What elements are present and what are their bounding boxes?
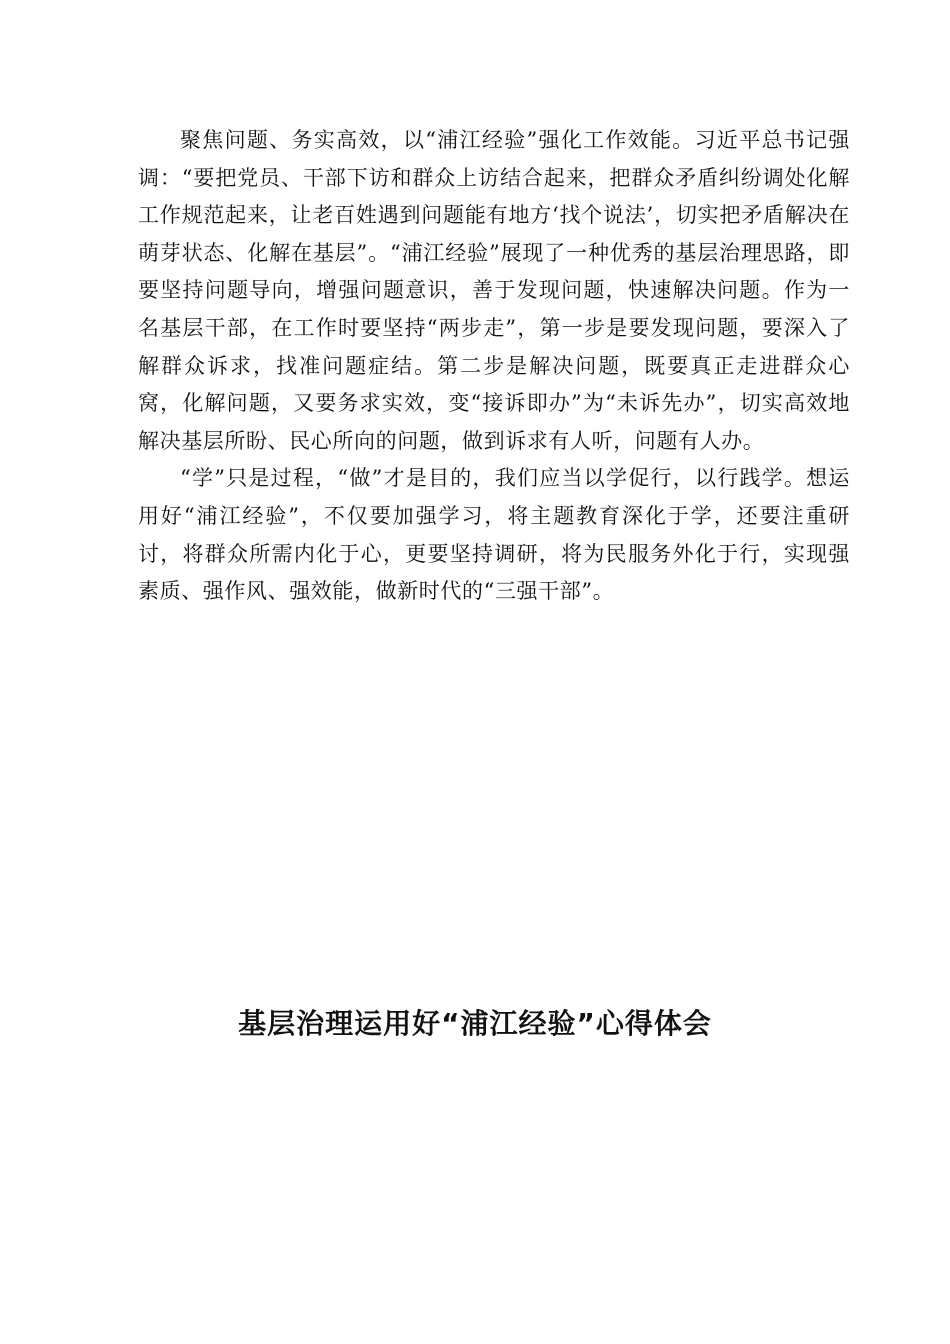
paragraph-2: “学”只是过程，“做”才是目的，我们应当以学促行，以行践学。想运用好“浦江经验”，不仅要加强学习，将主题教育深化于学，还要注重研讨，将群众所需内化于心，更要坚持调研，将为民服务外化于行，实现强素质、强作风、强效能，做新时代的“三强干部”。	[138, 466, 850, 604]
paragraph-1: 聚焦问题、务实高效，以“浦江经验”强化工作效能。习近平总书记强调：“要把党员、干部下访和群众上访结合起来，把群众矛盾纠纷调处化解工作规范起来，让老百姓遇到问题能有地方‘找个说法’，切实把矛盾解决在萌芽状态、化解在基层”。“浦江经验”展现了一种优秀的基层治理思路，即要坚持问题导向，增强问题意识，善于发现问题，快速解决问题。作为一名基层干部，在工作时要坚持“两步走”，第一步是要发现问题，要深入了解群众诉求，找准问题症结。第二步是解决问题，既要真正走进群众心窝，化解问题，又要务求实效，变“接诉即办”为“未诉先办”，切实高效地解决基层所盼、民心所向的问题，做到诉求有人听，问题有人办。	[138, 128, 850, 453]
article-title: 基层治理运用好“浦江经验”心得体会	[238, 1007, 712, 1040]
body-text	[138, 122, 850, 611]
